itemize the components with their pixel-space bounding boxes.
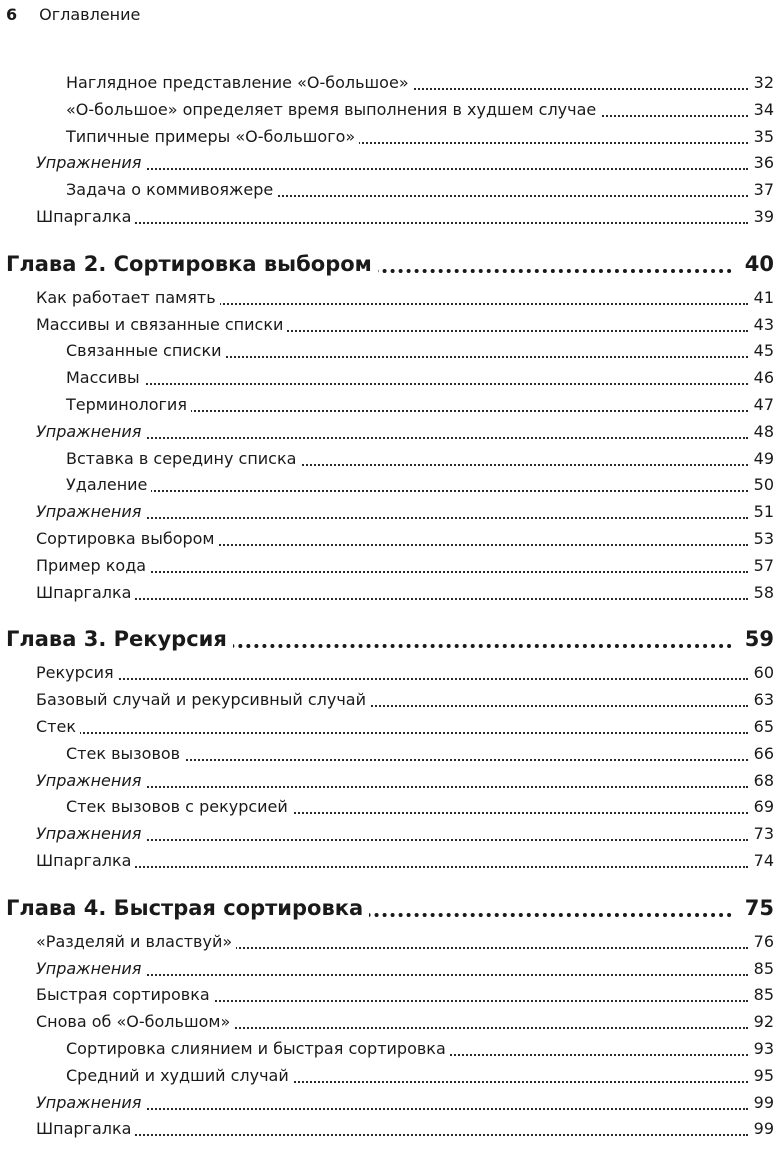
toc-entry — [0, 982, 776, 1008]
dot-leader — [66, 383, 748, 385]
toc-entry-title: Связанные списки — [66, 338, 226, 364]
toc-entry-page-number: 49 — [750, 446, 774, 472]
toc-entry-title: Базовый случай и рекурсивный случай — [36, 687, 370, 713]
toc-entry — [0, 97, 776, 123]
toc-entry — [0, 526, 776, 552]
chapter-heading — [0, 891, 776, 925]
toc-entry-title: Наглядное представление «О-большое» — [66, 70, 413, 96]
toc-entry-page-number: 39 — [750, 204, 774, 230]
toc-entry — [0, 204, 776, 230]
toc-entry-page-number: 74 — [750, 848, 774, 874]
toc-entry-page-number: 63 — [750, 687, 774, 713]
toc-entry-title: Массивы и связанные списки — [36, 312, 287, 338]
toc-entry-page-number: 37 — [750, 177, 774, 203]
toc-entry — [0, 285, 776, 311]
toc-entry-title: Сортировка выбором — [36, 526, 219, 552]
toc-entry-title: Массивы — [66, 365, 144, 391]
toc-entry-title: Рекурсия — [36, 660, 118, 686]
dot-leader — [36, 732, 748, 734]
toc-entry — [0, 768, 776, 794]
chapter-heading — [0, 622, 776, 656]
toc-entry-page-number: 95 — [750, 1063, 774, 1089]
toc-entry — [0, 1009, 776, 1035]
toc-entry-title: Пример кода — [36, 553, 150, 579]
toc-entry-title: Упражнения — [36, 768, 145, 794]
toc-entry-title: Шпаргалка — [36, 848, 135, 874]
toc-entry-page-number: 93 — [750, 1036, 774, 1062]
toc-entry-page-number: 85 — [750, 982, 774, 1008]
toc-entry-page-number: 99 — [750, 1090, 774, 1116]
toc-entry-page-number: 99 — [750, 1116, 774, 1142]
toc-entry-title: Средний и худший случай — [66, 1063, 293, 1089]
toc-entry-page-number: 85 — [750, 956, 774, 982]
toc-entry-page-number: 73 — [750, 821, 774, 847]
running-header — [6, 4, 140, 24]
toc-entry-page-number: 69 — [750, 794, 774, 820]
toc-entry-page-number: 48 — [750, 419, 774, 445]
toc-entry — [0, 929, 776, 955]
toc-entry — [0, 687, 776, 713]
dot-leader — [66, 490, 748, 492]
toc-entry — [0, 419, 776, 445]
toc-entry — [0, 150, 776, 176]
chapter-title: Глава 3. Рекурсия — [6, 622, 233, 656]
toc-entry-title: Типичные примеры «О-большого» — [66, 124, 359, 150]
toc-entry-page-number: 65 — [750, 714, 774, 740]
toc-entry-page-number: 45 — [750, 338, 774, 364]
toc-entry — [0, 741, 776, 767]
toc-entry — [0, 338, 776, 364]
toc-entry-page-number: 51 — [750, 499, 774, 525]
dot-leader — [36, 866, 748, 868]
toc-entry — [0, 660, 776, 686]
toc-entry-title: Вставка в середину списка — [66, 446, 300, 472]
toc-entry-page-number: 66 — [750, 741, 774, 767]
toc-entry-title: «Разделяй и властвуй» — [36, 929, 236, 955]
toc-entry-title: Шпаргалка — [36, 1116, 135, 1142]
toc-entry — [0, 70, 776, 96]
toc-entry — [0, 848, 776, 874]
toc-entry-title: Задача о коммивояжере — [66, 177, 277, 203]
dot-leader — [36, 598, 748, 600]
dot-leader — [36, 222, 748, 224]
toc-entry-page-number: 60 — [750, 660, 774, 686]
toc-entry-page-number: 36 — [750, 150, 774, 176]
toc-entry-page-number: 34 — [750, 97, 774, 123]
toc-entry — [0, 1036, 776, 1062]
toc-entry-page-number: 43 — [750, 312, 774, 338]
chapter-page-number: 75 — [739, 891, 774, 925]
toc-entry-page-number: 47 — [750, 392, 774, 418]
toc-entry — [0, 472, 776, 498]
toc-entry — [0, 177, 776, 203]
chapter-heading — [0, 247, 776, 281]
toc-entry — [0, 794, 776, 820]
dot-leader — [36, 678, 748, 680]
toc-entry-title: Упражнения — [36, 499, 145, 525]
toc-entry-title: Как работает память — [36, 285, 220, 311]
toc-entry-page-number: 57 — [750, 553, 774, 579]
toc-entry-title: Быстрая сортировка — [36, 982, 214, 1008]
toc-entry-title: Сортировка слиянием и быстрая сортировка — [66, 1036, 450, 1062]
toc-entry-title: Удаление — [66, 472, 151, 498]
toc-entry — [0, 553, 776, 579]
toc-entry-page-number: 35 — [750, 124, 774, 150]
toc-entry-page-number: 92 — [750, 1009, 774, 1035]
toc-entry-title: Шпаргалка — [36, 204, 135, 230]
toc-entry — [0, 1063, 776, 1089]
toc-entry — [0, 956, 776, 982]
toc-entry-title: Снова об «О-большом» — [36, 1009, 234, 1035]
toc-entry — [0, 312, 776, 338]
toc-entry — [0, 714, 776, 740]
toc-entry — [0, 821, 776, 847]
toc-entry-page-number: 76 — [750, 929, 774, 955]
chapter-title: Глава 2. Сортировка выбором — [6, 247, 378, 281]
toc-entry — [0, 499, 776, 525]
toc-entry — [0, 1090, 776, 1116]
chapter-page-number: 40 — [739, 247, 774, 281]
page-title: Оглавление — [39, 4, 141, 24]
toc-entry-title: Стек — [36, 714, 80, 740]
toc-entry-page-number: 46 — [750, 365, 774, 391]
toc-entry — [0, 124, 776, 150]
toc-entry-page-number: 41 — [750, 285, 774, 311]
toc-entry-title: Терминология — [66, 392, 191, 418]
chapter-title: Глава 4. Быстрая сортировка — [6, 891, 369, 925]
chapter-page-number: 59 — [739, 622, 774, 656]
dot-leader — [36, 1134, 748, 1136]
toc-entry — [0, 365, 776, 391]
toc-entry-page-number: 53 — [750, 526, 774, 552]
toc-entry-title: Стек вызовов с рекурсией — [66, 794, 292, 820]
toc-entry-page-number: 32 — [750, 70, 774, 96]
toc-entry-title: Упражнения — [36, 150, 145, 176]
toc-entry — [0, 1116, 776, 1142]
toc-entry-title: Упражнения — [36, 1090, 145, 1116]
toc-entry-title: Упражнения — [36, 821, 145, 847]
toc-entry — [0, 446, 776, 472]
toc-entry-title: «О-большое» определяет время выполнения в худшем случае — [66, 97, 600, 123]
toc-entry-title: Шпаргалка — [36, 580, 135, 606]
toc-entry — [0, 580, 776, 606]
toc-entry-page-number: 58 — [750, 580, 774, 606]
toc-entry-title: Упражнения — [36, 956, 145, 982]
toc-entry-page-number: 50 — [750, 472, 774, 498]
toc-entry-page-number: 68 — [750, 768, 774, 794]
toc-entry-title: Упражнения — [36, 419, 145, 445]
toc-entry — [0, 392, 776, 418]
toc-entry-title: Стек вызовов — [66, 741, 184, 767]
page-number: 6 — [6, 4, 18, 24]
